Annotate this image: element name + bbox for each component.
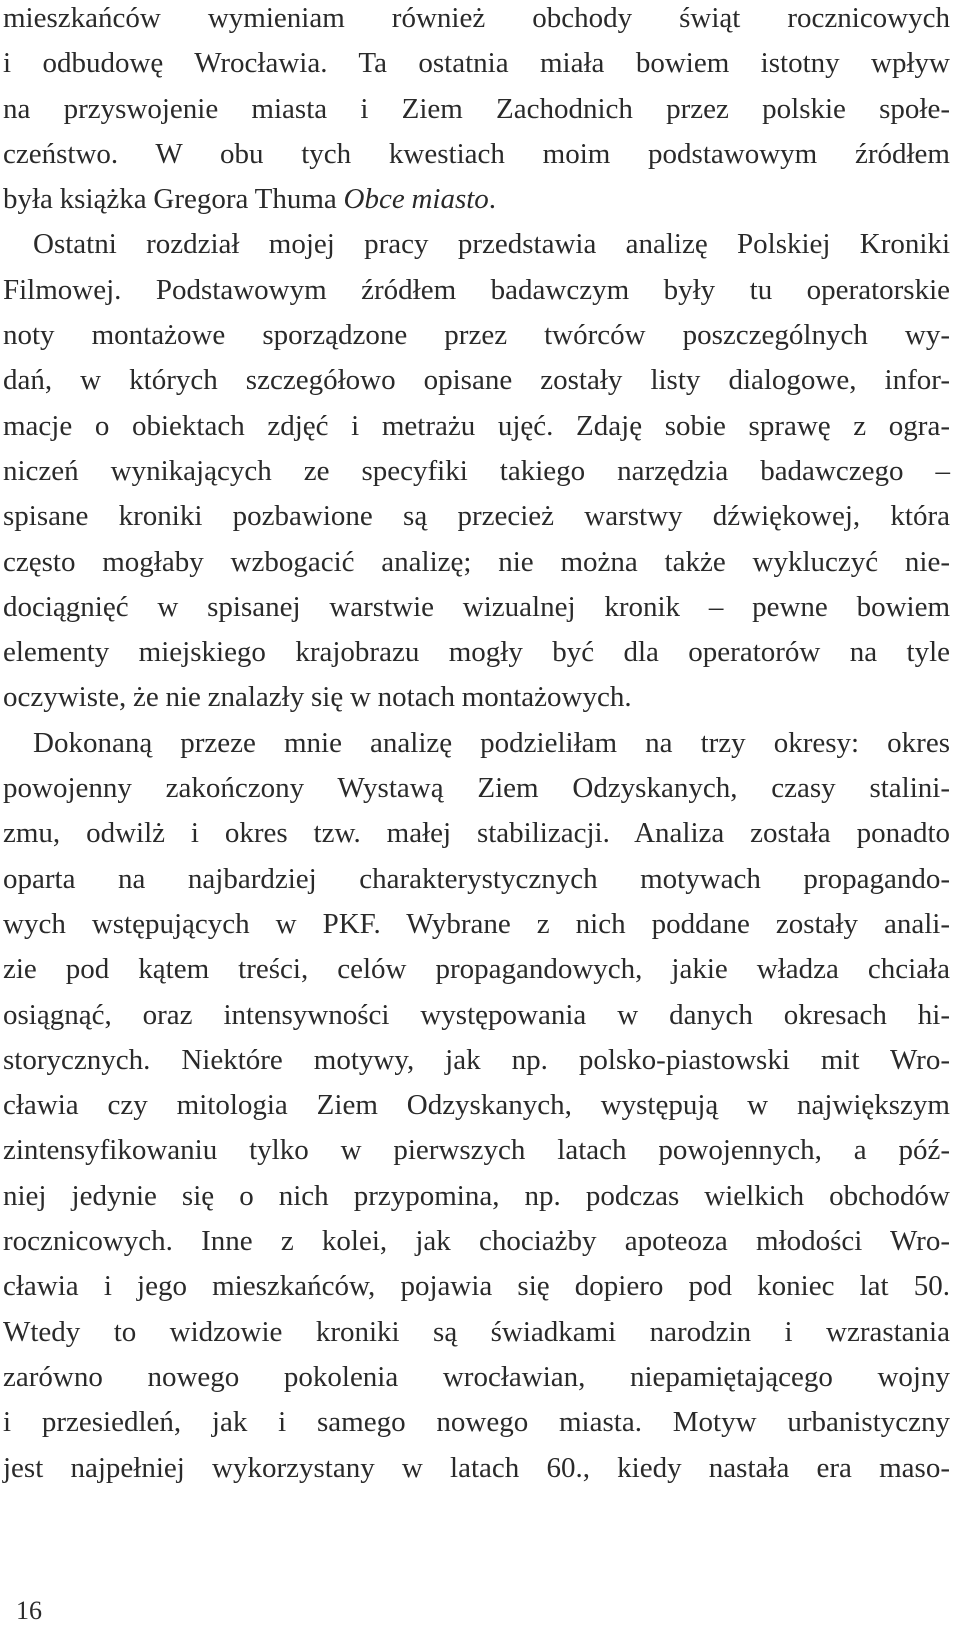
text-line: i przesiedleń, jak i samego nowego miasta. Motyw urbanistyczny — [3, 1406, 950, 1439]
text-line: zintensyfikowaniu tylko w pierwszych latach powojennych, a póź- — [3, 1134, 950, 1167]
text-line: elementy miejskiego krajobrazu mogły być dla operatorów na tyle — [3, 636, 950, 669]
page-number: 16 — [16, 1596, 42, 1625]
text-line-after-title: . — [488, 183, 497, 216]
text-line: dań, w których szczegółowo opisane zostały listy dialogowe, infor- — [3, 364, 950, 397]
text-line: i odbudowę Wrocławia. Ta ostatnia miała bowiem istotny wpływ — [3, 47, 950, 80]
text-line: Wtedy to widzowie kroniki są świadkami narodzin i wzrastania — [3, 1315, 950, 1348]
text-line-before-title: była książka Gregora Thuma — [3, 183, 344, 216]
text-line: osiągnąć, oraz intensywności występowania w danych okresach hi- — [3, 998, 950, 1031]
text-line: oparta na najbardziej charakterystycznych motywach propagando- — [3, 862, 950, 895]
body-text — [3, 0, 950, 1491]
text-line: powojenny zakończony Wystawą Ziem Odzyskanych, czasy stalini- — [3, 772, 950, 805]
text-line: zie pod kątem treści, celów propagandowych, jakie władza chciała — [3, 953, 950, 986]
text-line: niej jedynie się o nich przypomina, np. podczas wielkich obchodów — [3, 1179, 950, 1212]
paragraph-start-line: Ostatni rozdział mojej pracy przedstawia analizę Polskiej Kroniki — [33, 228, 950, 261]
text-line: macje o obiektach zdjęć i metrażu ujęć. Zdaję sobie sprawę z ogra- — [3, 409, 950, 442]
text-line: czeństwo. W obu tych kwestiach moim podstawowym źródłem — [3, 137, 950, 170]
text-line: niczeń wynikających ze specyfiki takiego narzędzia badawczego – — [3, 454, 950, 487]
text-line: zarówno nowego pokolenia wrocławian, niepamiętającego wojny — [3, 1360, 950, 1393]
text-line: jest najpełniej wykorzystany w latach 60., kiedy nastała era maso- — [3, 1451, 950, 1484]
text-line: rocznicowych. Inne z kolei, jak chociażby apoteoza młodości Wro- — [3, 1225, 950, 1258]
text-line: storycznych. Niektóre motywy, jak np. polsko-piastowski mit Wro- — [3, 1043, 950, 1076]
paragraph-start-line: Dokonaną przeze mnie analizę podzieliłam na trzy okresy: okres — [33, 726, 950, 759]
text-line: wych wstępujących w PKF. Wybrane z nich poddane zostały anali- — [3, 907, 950, 940]
text-line-with-book-title — [3, 177, 950, 222]
text-line: dociągnięć w spisanej warstwie wizualnej kronik – pewne bowiem — [3, 590, 950, 623]
text-line: Filmowej. Podstawowym źródłem badawczym były tu operatorskie — [3, 273, 950, 306]
text-line: spisane kroniki pozbawione są przecież warstwy dźwiękowej, która — [3, 500, 950, 533]
text-line: cławia czy mitologia Ziem Odzyskanych, występują w największym — [3, 1089, 950, 1122]
text-line: noty montażowe sporządzone przez twórców poszczególnych wy- — [3, 319, 950, 352]
text-line: mieszkańców wymieniam również obchody świąt rocznicowych — [3, 2, 950, 34]
text-line: zmu, odwilż i okres tzw. małej stabilizacji. Analiza została ponadto — [3, 817, 950, 850]
text-line: na przyswojenie miasta i Ziem Zachodnich przez polskie społe- — [3, 92, 950, 125]
book-title-italic: Obce miasto — [343, 183, 489, 216]
paragraph-end-line: oczywiste, że nie znalazły się w notach montażowych. — [3, 681, 632, 714]
text-line: często mogłaby wzbogacić analizę; nie można także wykluczyć nie- — [3, 545, 950, 578]
text-line: cławia i jego mieszkańców, pojawia się dopiero pod koniec lat 50. — [3, 1270, 950, 1303]
